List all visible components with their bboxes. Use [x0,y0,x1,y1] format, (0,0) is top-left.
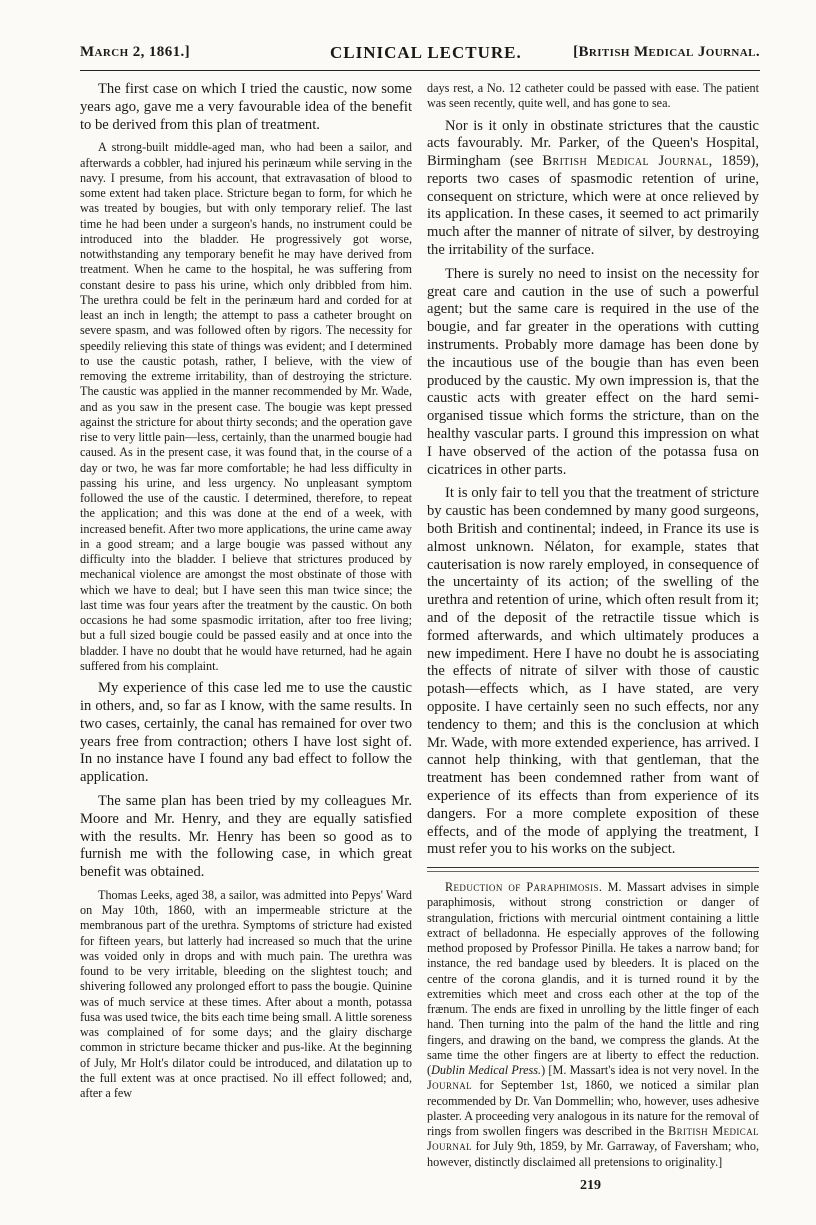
right-column [427,81,759,1170]
paragraph-spasmodic-retention: Nor is it only in obstinate strictures that the caustic acts favourably. Mr. Parker, of the Queen's Hospital, Birmingham (see British Medical Journal, 1859), reports two cases of spasmodic retention of urine, consequent on stricture, which were at once relieved by its application. In these cases, it seemed to act primarily much after the manner of nitrate of silver, by destroying the irritability of the surface. [427,117,759,259]
header-rule [80,70,760,71]
header-journal-name: [British Medical Journal. [573,44,760,60]
left-column [80,81,412,1101]
header-date: March 2, 1861.] [80,44,191,60]
paragraph-case-continued: days rest, a No. 12 catheter could be passed with ease. The patient was seen recently, quite well, and has gone to sea. [427,81,759,111]
note-paraphimosis: Reduction of Paraphimosis. M. Massart advises in simple paraphimosis, without strong constriction or danger of strangulation, frictions with mercurial ointment containing a little extract of belladonna. He especially approves of the following method proposed by Professor Pinilla. He takes a narrow band; for instance, the red bandage used by bleeders. It is placed on the centre of the corona glandis, and it is turned round it by the extremities which meet and cross each other at the top of the frænum. The ends are fixed in unrolling by the little finger of each hand. Then turning into the palm of the hand the little and ring fingers, and drawing on the band, we compress the glands. At the same time the other fingers are at liberty to effect the reduction. (Dublin Medical Press.) [M. Massart's idea is not very novel. In the Journal for September 1st, 1860, we noticed a similar plan recommended by Dr. Van Dommellin; who, however, uses adhesive plaster. A proceeding very analogous in its nature for the removal of rings from swollen fingers was described in the British Medical Journal for July 9th, 1859, by Mr. Garraway, of Faversham; who, however, distinctly disclaimed all pretensions to originality.] [427,880,759,1169]
paragraph-experience: My experience of this case led me to use the caustic in others, and, so far as I know, with the same results. In two cases, certainly, the canal has remained for over two years free from contraction; others I have lost sight of. In no instance have I found any bad effect to follow the application. [80,680,412,786]
paragraph-thomas-leeks-case: Thomas Leeks, aged 38, a sailor, was admitted into Pepys' Ward on May 10th, 1860, with an impermeable stricture at the membranous part of the urethra. Symptoms of stricture had existed for fifteen years, but latterly had increased so much that the urine was voided only in drops and with much pain. The urethra was found to be very irritable, bleeding on the slightest touch; and shivering followed any prolonged effort to pass the bougie. Quinine was of much service at these times. After about a month, potassa fusa was used twice, the bits each time being small. A little soreness was complained of for some days; and the glairy discharge common in stricture became thicker and pus-like. At the beginning of July, Mr Holt's dilator could be introduced, and dilatation up to the full extent was at once practised. No ill effect followed; and, after a few [80,887,412,1101]
paragraph-colleagues: The same plan has been tried by my colleagues Mr. Moore and Mr. Henry, and they are equally satisfied with the results. Mr. Henry has been so good as to furnish me with the following case, in which great benefit was obtained. [80,792,412,881]
running-header [80,44,760,66]
note-title: Reduction of Paraphimosis. [445,880,603,895]
paragraph-condemnation: It is only fair to tell you that the treatment of stricture by caustic has been condemned by many good surgeons, both British and continental; indeed, in France its use is almost unknown. Nélaton, for example, states that cauterisation is now rarely employed, in consequence of the uncertainty of its action; of the swelling of the urethra and retention of urine, which often result from it; and of the deposit of the retractile tissue which is formed afterwards, and which ultimately produces a new impediment. Here I have no doubt he is associating the effects of nitrate of silver with those of caustic potash—effects which, as I have stated, are very opposite. I have certainly seen no such effects, nor any tendency to them; and this is the conclusion at which Mr. Wade, with more extended experience, has arrived. I cannot help thinking, with that gentleman, that the treatment has been condemned rather from want of experience of its effects than from experience of its dangers. For a more complete exposition of these effects, and of the mode of applying the treatment, I must refer you to his works on the subject. [427,485,759,858]
citation-journal: British Medical Journal [542,153,709,170]
note-source: Dublin Medical Press. [431,1063,542,1078]
page-number: 219 [580,1178,601,1193]
paragraph-caution: There is surely no need to insist on the necessity for great care and caution in the use of such a powerful agent; but the same care is required in the use of the bougie, and far greater in the operations with cutting instruments. Probably more damage has been done by the incautious use of the bougie than has even been produced by the caustic. My own impression is, that the caustic acts with greater effect on the hard semi-organised tissue which forms the stricture, than on the healthy vascular parts. I ground this impression on what I have observed of the action of the potassa fusa on cicatrices in other parts. [427,265,759,478]
section-divider [427,867,759,872]
paragraph-first-case: The first case on which I tried the caustic, now some years ago, gave me a very favourable idea of the benefit to be derived from this plan of treatment. [80,81,412,133]
header-section-title: CLINICAL LECTURE. [330,43,522,62]
paragraph-sailor-case: A strong-built middle-aged man, who had been a sailor, and afterwards a cobbler, had injured his perinæum while serving in the navy. I presume, from his account, that extravasation of blood to some extent had taken place. Stricture began to form, for which he was treated by bougies, but with only temporary relief. The last time he had been under a surgeon's hands, no instrument could be introduced into the bladder. He progressively got worse, notwithstanding any temporary benefit he may have derived from treatment. When he came to the hospital, he was suffering from constant desire to pass his urine, which only dribbled from him. The urethra could be felt in the perinæum hard and corded for at least an inch in length; the attempt to pass a catheter brought on severe spasm, and was followed often by rigors. The necessity for speedily relieving this state of things was evident; and I determined to use the caustic potash, rather, I believe, with the view of removing the extreme irritability, than of destroying the stricture. The caustic was applied in the manner recommended by Mr. Wade, and as you saw in the present case. The bougie was kept pressed against the stricture for about thirty seconds; and the operation gave rise to very little pain—less, certainly, than the unarmed bougie had caused. As in the present case, it was found that, in the course of a day or two, he was far more comfortable; he had less difficulty in passing his urine, and less urgency. No unpleasant symptom followed the use of the caustic. I determined, therefore, to repeat the application; and this was done at the end of a week, with increased benefit. After two more applications, the urine came away in a good stream; and a large bougie was passed without any difficulty into the bladder. I believe that strictures produced by mechanical violence are amongst the most obstinate of those with which we have to deal; but I have seen this man twice since; the last time was four years after the treatment by the caustic. On both occasions he had some spasmodic irritation, after too free living; but a full sized bougie could be passed easily and at once into the bladder. I have no doubt that he would have returned, had he again suffered from his complaint. [80,140,412,673]
